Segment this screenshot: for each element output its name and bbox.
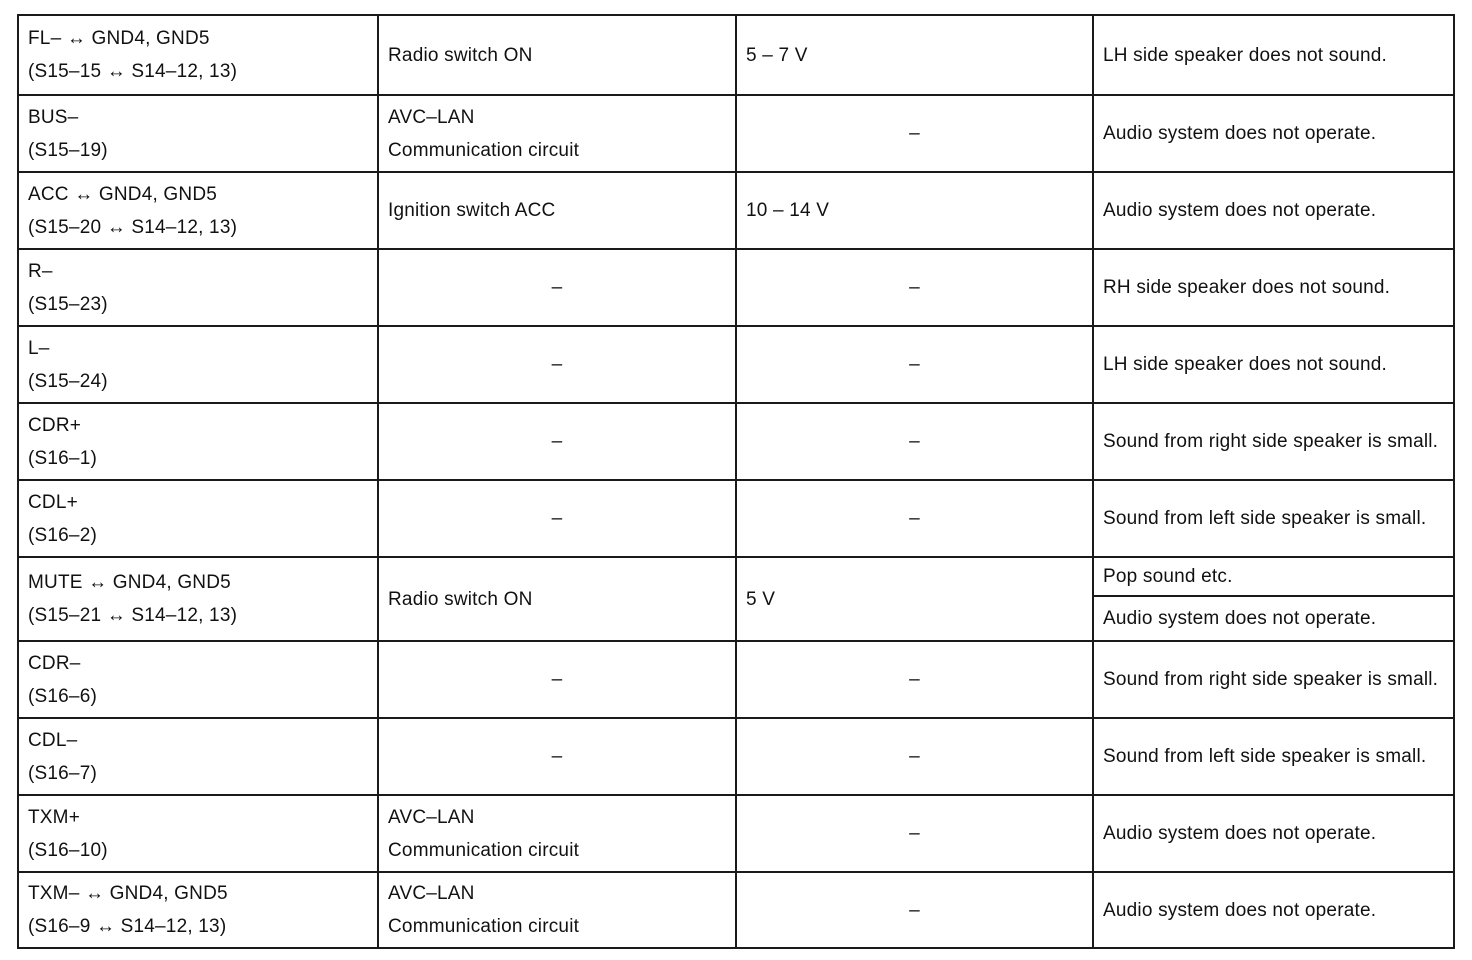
result-text: Audio system does not operate. xyxy=(1103,899,1377,921)
condition-cell xyxy=(378,795,736,872)
result-cell xyxy=(1093,172,1454,249)
condition-cell xyxy=(378,326,736,403)
spec-cell: – xyxy=(736,403,1093,480)
result-cell xyxy=(1093,15,1454,95)
table-row xyxy=(18,249,1454,326)
terminal-name: BUS– xyxy=(28,106,79,128)
result-text: Sound from left side speaker is small. xyxy=(1103,508,1427,529)
condition-cell xyxy=(378,249,736,326)
terminal-pins: (S16–1) xyxy=(28,447,97,469)
terminal-name: CDR– xyxy=(28,652,81,674)
table-row xyxy=(18,872,1454,948)
result-text: Audio system does not operate. xyxy=(1103,123,1377,144)
terminal-name: FL– ↔ GND4, GND5 xyxy=(28,28,210,49)
terminal-cell xyxy=(18,480,378,557)
condition-cell xyxy=(378,95,736,172)
condition-text: AVC–LAN xyxy=(388,106,475,128)
terminal-inspection-table xyxy=(17,14,1455,949)
terminal-cell xyxy=(18,249,378,326)
condition-cell xyxy=(378,718,736,795)
table-row xyxy=(18,95,1454,172)
result-text: LH side speaker does not sound. xyxy=(1103,44,1387,66)
spec-cell: 5 – 7 V xyxy=(736,15,1093,95)
table-row xyxy=(18,172,1454,249)
result-cell xyxy=(1093,641,1454,718)
result-cell xyxy=(1093,403,1454,480)
condition-cell xyxy=(378,480,736,557)
result-text: LH side speaker does not sound. xyxy=(1103,354,1387,375)
table-row xyxy=(18,795,1454,872)
terminal-pins: (S15–20 ↔ S14–12, 13) xyxy=(28,216,238,238)
terminal-name: CDL– xyxy=(28,729,78,751)
terminal-pins: (S16–7) xyxy=(28,762,97,784)
terminal-pins: (S15–23) xyxy=(28,293,108,315)
condition-text: – xyxy=(551,431,563,452)
terminal-name: ACC ↔ GND4, GND5 xyxy=(28,183,218,205)
condition-text: – xyxy=(551,508,563,529)
terminal-cell xyxy=(18,15,378,95)
condition-text: Radio switch ON xyxy=(388,44,533,66)
condition-text: Communication circuit xyxy=(388,916,580,937)
result-text: Sound from right side speaker is small. xyxy=(1103,669,1439,690)
terminal-pins: (S15–24) xyxy=(28,370,108,392)
result-cell xyxy=(1093,249,1454,326)
result-cell xyxy=(1093,557,1454,596)
terminal-name: CDR+ xyxy=(28,414,82,436)
terminal-cell xyxy=(18,795,378,872)
result-cell xyxy=(1093,596,1454,641)
spec-cell: 10 – 14 V xyxy=(736,172,1093,249)
terminal-name: MUTE ↔ GND4, GND5 xyxy=(28,572,231,593)
condition-cell xyxy=(378,403,736,480)
result-cell xyxy=(1093,872,1454,948)
condition-text: Radio switch ON xyxy=(388,588,533,610)
terminal-name: TXM– ↔ GND4, GND5 xyxy=(28,883,228,904)
spec-cell: – xyxy=(736,95,1093,172)
terminal-cell xyxy=(18,95,378,172)
terminal-pins: (S16–2) xyxy=(28,524,97,546)
condition-text: – xyxy=(551,746,563,767)
terminal-cell xyxy=(18,718,378,795)
spec-cell: 5 V xyxy=(736,557,1093,641)
table-row xyxy=(18,480,1454,557)
result-text: Audio system does not operate. xyxy=(1103,823,1377,844)
spec-cell: – xyxy=(736,326,1093,403)
terminal-pins: (S15–15 ↔ S14–12, 13) xyxy=(28,61,238,82)
spec-cell: – xyxy=(736,480,1093,557)
condition-text: AVC–LAN xyxy=(388,806,475,828)
spec-cell: – xyxy=(736,641,1093,718)
terminal-name: R– xyxy=(28,260,53,282)
terminal-pins: (S16–6) xyxy=(28,685,97,707)
terminal-cell xyxy=(18,403,378,480)
terminal-cell xyxy=(18,326,378,403)
result-text: RH side speaker does not sound. xyxy=(1103,277,1391,298)
condition-text: Ignition switch ACC xyxy=(388,200,556,221)
table-row xyxy=(18,641,1454,718)
condition-text: AVC–LAN xyxy=(388,883,475,904)
table-row xyxy=(18,15,1454,95)
spec-cell: – xyxy=(736,795,1093,872)
condition-text: – xyxy=(551,669,563,690)
table-row xyxy=(18,326,1454,403)
table-row xyxy=(18,403,1454,480)
result-cell xyxy=(1093,95,1454,172)
condition-cell xyxy=(378,872,736,948)
condition-cell xyxy=(378,641,736,718)
condition-text: – xyxy=(551,354,563,375)
terminal-pins: (S16–9 ↔ S14–12, 13) xyxy=(28,916,227,937)
terminal-name: CDL+ xyxy=(28,491,78,513)
condition-text: – xyxy=(551,277,563,298)
terminal-cell xyxy=(18,557,378,641)
spec-cell: – xyxy=(736,872,1093,948)
table-row xyxy=(18,557,1454,596)
condition-text: Communication circuit xyxy=(388,139,580,161)
spec-cell: – xyxy=(736,718,1093,795)
terminal-name: L– xyxy=(28,337,50,359)
terminal-name: TXM+ xyxy=(28,806,81,828)
condition-cell xyxy=(378,15,736,95)
result-text: Audio system does not operate. xyxy=(1103,200,1377,221)
terminal-cell xyxy=(18,872,378,948)
terminal-pins: (S15–19) xyxy=(28,139,108,161)
result-cell xyxy=(1093,795,1454,872)
result-text: Pop sound etc. xyxy=(1103,565,1233,587)
spec-cell: – xyxy=(736,249,1093,326)
table-row xyxy=(18,718,1454,795)
terminal-pins: (S15–21 ↔ S14–12, 13) xyxy=(28,605,238,626)
result-cell xyxy=(1093,480,1454,557)
inspection-table-container xyxy=(17,14,1453,949)
terminal-cell xyxy=(18,641,378,718)
terminal-pins: (S16–10) xyxy=(28,839,108,861)
result-text: Audio system does not operate. xyxy=(1103,607,1377,629)
result-text: Sound from right side speaker is small. xyxy=(1103,431,1439,452)
condition-cell xyxy=(378,557,736,641)
result-cell xyxy=(1093,718,1454,795)
result-cell xyxy=(1093,326,1454,403)
condition-cell xyxy=(378,172,736,249)
result-text: Sound from left side speaker is small. xyxy=(1103,746,1427,767)
condition-text: Communication circuit xyxy=(388,839,580,861)
terminal-cell xyxy=(18,172,378,249)
